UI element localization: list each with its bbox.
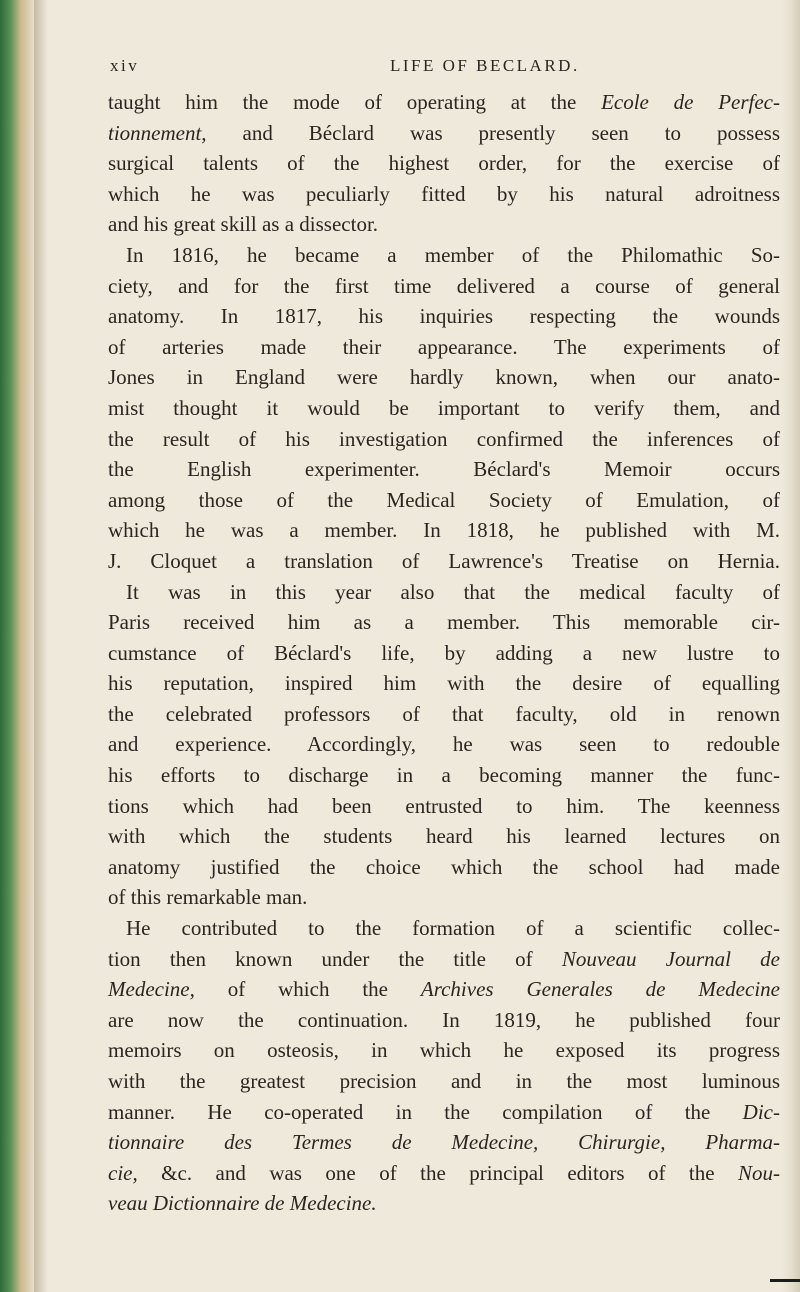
text-segment: the celebrated professors of that faculty, old in renown (108, 701, 780, 726)
text-line (108, 301, 780, 332)
italic-text: Archives Generales de Medecine (420, 977, 780, 1002)
text-line (108, 760, 780, 791)
text-line (108, 1188, 780, 1219)
text-line (108, 974, 780, 1005)
text-segment: manner. He co-operated in the compilation of the (108, 1099, 743, 1124)
text-line (108, 332, 780, 363)
text-line (108, 148, 780, 179)
text-segment: the English experimenter. Béclard's Memoir occurs (108, 457, 780, 482)
text-line (108, 699, 780, 730)
italic-text: tionnaire des Termes de Medecine, Chirurgie, Pharma- (108, 1130, 780, 1155)
text-segment: anatomy. In 1817, his inquiries respecting the wounds (108, 304, 780, 329)
text-segment: which he was peculiarly fitted by his natural adroitness (108, 181, 780, 206)
text-line (108, 87, 780, 118)
text-segment: tions which had been entrusted to him. The keenness (108, 793, 780, 818)
text-segment: which he was a member. In 1818, he published with M. (108, 518, 780, 543)
text-line (108, 424, 780, 455)
text-segment: In 1816, he became a member of the Philomathic So- (126, 242, 780, 267)
text-segment: cumstance of Béclard's life, by adding a new lustre to (108, 640, 780, 665)
text-segment: with the greatest precision and in the most luminous (108, 1069, 780, 1093)
italic-text: Ecole de Perfec- (601, 90, 780, 114)
text-segment: and experience. Accordingly, he was seen to redouble (108, 732, 780, 757)
page-number: xiv (110, 56, 140, 75)
text-line (108, 944, 780, 975)
text-segment: tion then known under the title of (108, 946, 562, 971)
text-line (108, 1035, 780, 1066)
text-segment: with which the students heard his learned lectures on (108, 824, 780, 849)
text-segment: are now the continuation. In 1819, he published four (108, 1007, 780, 1032)
text-segment: of this remarkable man. (108, 885, 308, 910)
text-line (108, 1005, 780, 1036)
text-line (108, 393, 780, 424)
text-line (108, 179, 780, 210)
text-line (108, 638, 780, 669)
text-segment: the result of his investigation confirmed the inferences of (108, 426, 780, 451)
text-segment: He contributed to the formation of a scientific collec- (126, 916, 780, 941)
book-binding-edge (0, 0, 34, 1292)
text-segment: Jones in England were hardly known, when our anato- (108, 365, 780, 390)
gutter-shadow (34, 0, 48, 1292)
text-segment: Paris received him as a member. This memorable cir- (108, 610, 780, 635)
text-line (108, 821, 780, 852)
italic-text: Medecine, (108, 977, 195, 1002)
italic-text: tionnement, (108, 120, 207, 145)
text-segment: It was in this year also that the medical faculty of (126, 579, 780, 604)
text-segment: and his great skill as a dissector. (108, 212, 379, 237)
text-segment: among those of the Medical Society of Emulation, of (108, 487, 780, 512)
text-line (108, 729, 780, 760)
text-segment: &c. and was one of the principal editors of the (137, 1160, 738, 1185)
text-line (108, 852, 780, 883)
text-line (108, 668, 780, 699)
text-line (108, 485, 780, 516)
running-title: LIFE OF BECLARD. (390, 56, 580, 75)
text-line (108, 271, 780, 302)
italic-text: Nouveau Journal de (561, 946, 780, 971)
text-line (108, 1158, 780, 1189)
corner-mark (770, 1279, 800, 1282)
text-line (108, 1127, 780, 1158)
text-line (108, 454, 780, 485)
italic-text: veau Dictionnaire de Medecine. (108, 1191, 377, 1216)
text-segment: J. Cloquet a translation of Lawrence's Treatise on Hernia. (108, 548, 780, 573)
text-segment: his efforts to discharge in a becoming manner the func- (108, 763, 780, 788)
text-segment: of arteries made their appearance. The experiments of (108, 334, 780, 359)
running-header (110, 56, 770, 82)
italic-text: Dic- (742, 1099, 780, 1124)
text-segment: surgical talents of the highest order, for the exercise of (108, 151, 780, 176)
text-line (108, 1097, 780, 1128)
text-line (108, 1066, 780, 1097)
text-line (108, 577, 780, 608)
text-segment: taught him the mode of operating at the (108, 90, 602, 114)
italic-text: Nou- (738, 1160, 780, 1185)
text-segment: mist thought it would be important to verify them, and (108, 395, 780, 420)
text-segment: anatomy justified the choice which the school had made (108, 854, 780, 879)
text-line (108, 515, 780, 546)
text-segment: and Béclard was presently seen to possess (206, 120, 780, 145)
text-line (108, 882, 780, 913)
body-text (108, 87, 780, 1219)
text-segment: memoirs on osteosis, in which he exposed its progress (108, 1038, 780, 1063)
italic-text: cie, (108, 1160, 138, 1185)
text-line (108, 791, 780, 822)
text-segment: his reputation, inspired him with the desire of equalling (108, 671, 780, 696)
text-line (108, 913, 780, 944)
text-segment: ciety, and for the first time delivered a course of general (108, 273, 780, 298)
text-line (108, 240, 780, 271)
text-line (108, 362, 780, 393)
text-line (108, 607, 780, 638)
text-line (108, 118, 780, 149)
text-line (108, 546, 780, 577)
text-segment: of which the (194, 977, 421, 1002)
text-line (108, 209, 780, 240)
page-edge (782, 0, 800, 1292)
